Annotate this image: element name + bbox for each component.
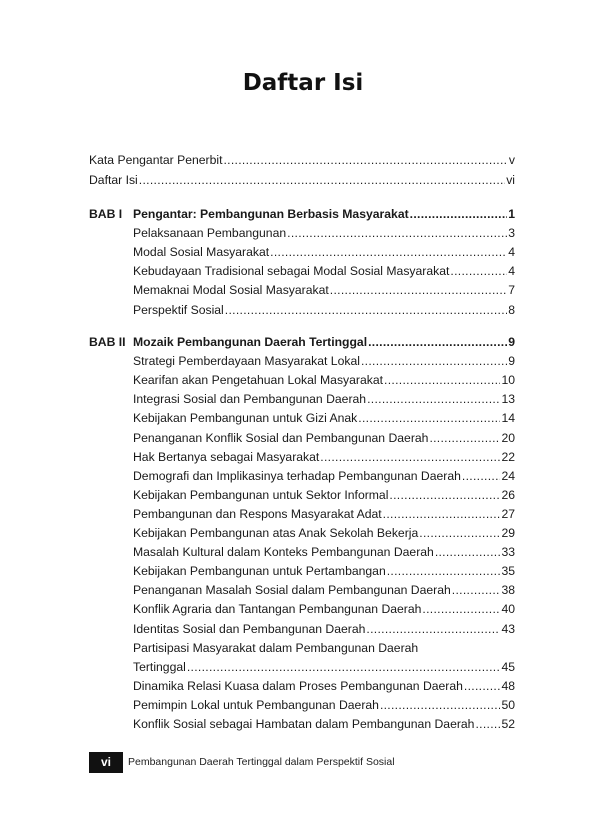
- footer-page-number: vi: [89, 752, 123, 773]
- section-entry[interactable]: [89, 352, 515, 371]
- toc-entry-label: Kebijakan Pembangunan untuk Sektor Informal: [133, 487, 389, 502]
- section-entry[interactable]: [89, 562, 515, 581]
- toc-entry-page: 4: [508, 245, 515, 260]
- toc-entry: [133, 543, 515, 562]
- section-entry[interactable]: [89, 600, 515, 619]
- chapter-heading[interactable]: [89, 205, 515, 224]
- toc-entry-label: Kearifan akan Pengetahuan Lokal Masyarakat: [133, 373, 384, 388]
- toc-entry-label: Penanganan Masalah Sosial dalam Pembangunan Daerah: [133, 583, 451, 598]
- toc-entry-label: Pengantar: Pembangunan Berbasis Masyarakat: [133, 207, 409, 221]
- toc-entry-label: Konflik Sosial sebagai Hambatan dalam Pembangunan Daerah: [133, 717, 475, 731]
- toc-entry-label: Penanganan Konflik Sosial dan Pembangunan Daerah: [133, 430, 429, 445]
- section-entry[interactable]: [89, 409, 515, 428]
- dot-leader: [384, 371, 500, 390]
- toc-entry-page: 20: [501, 430, 515, 445]
- dot-leader: [361, 352, 507, 371]
- front-matter-entry[interactable]: [89, 151, 515, 170]
- toc-entry-label: Kebijakan Pembangunan untuk Pertambangan: [133, 564, 386, 579]
- toc-entry: [133, 352, 515, 371]
- section-entry[interactable]: [89, 639, 515, 658]
- toc-entry-label: Konflik Agraria dan Tantangan Pembangunan Daerah: [133, 602, 422, 617]
- toc-entry-page: 9: [508, 354, 515, 369]
- section-entry[interactable]: [89, 429, 515, 448]
- toc-entry-page: 10: [501, 373, 515, 388]
- section-entry[interactable]: [89, 390, 515, 409]
- section-entry-continued[interactable]: [89, 658, 515, 677]
- dot-leader: [270, 243, 507, 262]
- toc-entry: [133, 600, 515, 619]
- section-entry[interactable]: [89, 505, 515, 524]
- section-entry[interactable]: [89, 262, 515, 281]
- section-entry[interactable]: [89, 371, 515, 390]
- toc-entry-page: 48: [501, 678, 515, 693]
- toc-entry-label: Mozaik Pembangunan Daerah Tertinggal: [133, 335, 368, 349]
- toc-entry: [133, 409, 515, 428]
- toc-entry: [133, 243, 515, 262]
- toc-entry: [89, 171, 515, 190]
- toc-entry-label: Hak Bertanya sebagai Masyarakat: [133, 449, 320, 464]
- dot-leader: [410, 205, 508, 224]
- toc-entry-page: 38: [501, 583, 515, 598]
- toc-entry: [133, 639, 515, 658]
- toc-entry-label: Kebijakan Pembangunan atas Anak Sekolah Bekerja: [133, 526, 419, 540]
- toc-entry-page: vi: [506, 173, 515, 188]
- toc-entry: [133, 371, 515, 390]
- toc-entry: [133, 333, 515, 352]
- dot-leader: [383, 505, 501, 524]
- toc-entry-label: Strategi Pemberdayaan Masyarakat Lokal: [133, 354, 360, 369]
- section-entry[interactable]: [89, 486, 515, 505]
- dot-leader: [380, 696, 501, 715]
- dot-leader: [320, 448, 500, 467]
- section-entry[interactable]: [89, 448, 515, 467]
- dot-leader: [422, 600, 500, 619]
- dot-leader: [419, 524, 500, 543]
- chapter-number: BAB I: [89, 207, 123, 221]
- toc-entry-label: Demografi dan Implikasinya terhadap Pembangunan Daerah: [133, 468, 461, 483]
- toc-entry-page: 3: [508, 226, 515, 241]
- dot-leader: [387, 562, 501, 581]
- chapter-number: BAB II: [89, 335, 126, 349]
- toc-entry-label: Kebudayaan Tradisional sebagai Modal Sosial Masyarakat: [133, 264, 450, 279]
- toc-entry: [133, 429, 515, 448]
- toc-entry-label: Pembangunan dan Respons Masyarakat Adat: [133, 506, 382, 521]
- toc-entry: [133, 486, 515, 505]
- section-entry[interactable]: [89, 715, 515, 734]
- dot-leader: [366, 620, 500, 639]
- dot-leader: [462, 467, 501, 486]
- toc-entry-page: 43: [501, 621, 515, 636]
- toc-entry: [133, 658, 515, 677]
- toc-entry-page: 13: [501, 392, 515, 407]
- toc-entry-label: Kebijakan Pembangunan untuk Gizi Anak: [133, 411, 358, 426]
- dot-leader: [367, 390, 500, 409]
- toc-entry: [133, 467, 515, 486]
- toc-entry-label: Partisipasi Masyarakat dalam Pembangunan Daerah: [133, 640, 419, 655]
- section-entry[interactable]: [89, 581, 515, 600]
- section-entry[interactable]: [89, 524, 515, 543]
- toc-entry-label: Dinamika Relasi Kuasa dalam Proses Pembangunan Daerah: [133, 678, 463, 693]
- toc-entry: [133, 205, 515, 224]
- dot-leader: [223, 151, 507, 170]
- section-entry[interactable]: [89, 696, 515, 715]
- toc-entry-label: Kata Pengantar Penerbit: [89, 153, 223, 167]
- toc-entry-page: 14: [501, 411, 515, 426]
- toc-entry-page: 26: [501, 487, 515, 502]
- dot-leader: [368, 333, 507, 352]
- dot-leader: [358, 409, 500, 428]
- toc-entry-page: 4: [508, 264, 515, 279]
- toc-entry: [133, 620, 515, 639]
- section-entry[interactable]: [89, 543, 515, 562]
- dot-leader: [330, 281, 507, 300]
- page-title: Daftar Isi: [242, 70, 364, 96]
- dot-leader: [287, 224, 507, 243]
- front-matter-entry[interactable]: [89, 171, 515, 190]
- toc-entry-page: 7: [508, 283, 515, 298]
- toc-entry-page: 24: [501, 468, 515, 483]
- toc-entry-label: Integrasi Sosial dan Pembangunan Daerah: [133, 392, 367, 407]
- toc-entry-label: Identitas Sosial dan Pembangunan Daerah: [133, 621, 366, 636]
- toc-entry: [133, 301, 515, 320]
- dot-leader: [389, 486, 500, 505]
- toc-entry-page: 1: [508, 207, 515, 221]
- section-entry[interactable]: [89, 301, 515, 320]
- toc-entry: [133, 715, 515, 734]
- section-entry[interactable]: [89, 467, 515, 486]
- toc-entry-page: v: [508, 153, 515, 167]
- section-entry[interactable]: [89, 281, 515, 300]
- toc-entry-page: 45: [501, 659, 515, 674]
- toc-entry: [133, 390, 515, 409]
- toc-entry-label: Tertinggal: [133, 659, 186, 674]
- dot-leader: [452, 581, 501, 600]
- toc-entry-page: 9: [508, 335, 515, 349]
- toc-entry-label: Daftar Isi: [89, 173, 138, 188]
- section-entry[interactable]: [89, 620, 515, 639]
- chapter-heading[interactable]: [89, 333, 515, 352]
- section-entry[interactable]: [89, 243, 515, 262]
- dot-leader: [450, 262, 507, 281]
- toc-entry: [133, 281, 515, 300]
- toc-entry: [133, 581, 515, 600]
- toc-entry-label: Modal Sosial Masyarakat: [133, 245, 270, 260]
- toc-entry-label: Pemimpin Lokal untuk Pembangunan Daerah: [133, 697, 379, 712]
- dot-leader: [464, 677, 501, 696]
- toc-entry-page: 29: [501, 526, 515, 540]
- toc-entry-page: 22: [501, 449, 515, 464]
- toc-entry: [133, 677, 515, 696]
- toc-entry-page: 8: [508, 302, 515, 317]
- toc-entry-label: Memaknai Modal Sosial Masyarakat: [133, 283, 329, 298]
- dot-leader: [225, 301, 507, 320]
- toc-entry-label: Masalah Kultural dalam Konteks Pembangunan Daerah: [133, 545, 434, 560]
- toc-entry: [133, 505, 515, 524]
- toc-entry-label: Pelaksanaan Pembangunan: [133, 226, 287, 241]
- toc-entry: [133, 524, 515, 543]
- toc-entry: [133, 224, 515, 243]
- toc-entry: [133, 562, 515, 581]
- toc-entry-page: 35: [501, 564, 515, 579]
- toc-entry: [89, 151, 515, 170]
- toc-entry-page: 52: [501, 717, 515, 731]
- toc-entry: [133, 448, 515, 467]
- toc-entry-page: 33: [501, 545, 515, 560]
- section-entry[interactable]: [89, 224, 515, 243]
- footer-book-title: Pembangunan Daerah Tertinggal dalam Perspektif Sosial: [128, 756, 395, 768]
- dot-leader: [435, 543, 501, 562]
- toc-entry-page: 27: [501, 506, 515, 521]
- toc-entry: [133, 262, 515, 281]
- toc-entry-page: 40: [501, 602, 515, 617]
- section-entry[interactable]: [89, 677, 515, 696]
- dot-leader: [187, 658, 501, 677]
- toc-entry-page: 50: [501, 697, 515, 712]
- dot-leader: [429, 429, 500, 448]
- dot-leader: [139, 171, 505, 190]
- toc-entry: [133, 696, 515, 715]
- dot-leader: [475, 715, 500, 734]
- toc-entry-label: Perspektif Sosial: [133, 302, 224, 317]
